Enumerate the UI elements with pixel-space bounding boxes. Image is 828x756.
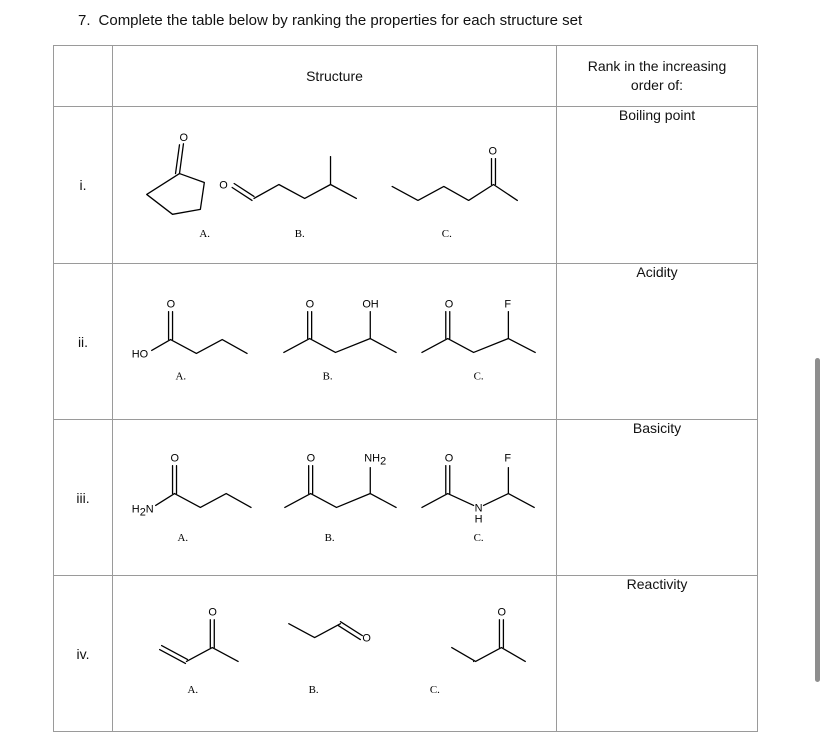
- molecule-butanamide: [132, 453, 251, 519]
- fluorine-atom: F: [504, 298, 512, 311]
- molecule-cyclopentanone: [147, 132, 205, 215]
- question-number: 7.: [78, 12, 91, 29]
- structure-label-b: B.: [308, 684, 319, 697]
- property-cell[interactable]: [557, 420, 758, 576]
- structure-cell: [113, 107, 557, 264]
- molecule-fluoro-ketone: [422, 299, 535, 353]
- oxygen-atom: O: [488, 145, 497, 158]
- structure-label-c: C.: [473, 370, 484, 383]
- structure-set-i: [113, 107, 556, 263]
- structure-cell: [113, 264, 557, 420]
- molecule-butanoic-acid: [132, 299, 247, 361]
- question-text: Complete the table below by ranking the properties for each structure set: [98, 12, 583, 29]
- table-row: [54, 576, 758, 732]
- molecule-hydroxy-ketone: [284, 299, 396, 353]
- property-cell[interactable]: [557, 264, 758, 420]
- oxygen-atom: O: [362, 632, 371, 645]
- structure-cell: [113, 420, 557, 576]
- oxygen-atom: O: [444, 452, 454, 465]
- structure-label-b: B.: [322, 370, 333, 383]
- row-numeral: iv.: [54, 576, 113, 732]
- structure-set-iv: [113, 576, 556, 731]
- molecule-fluoro-amide: [422, 453, 534, 526]
- table-row: [54, 420, 758, 576]
- rank-header: [557, 46, 758, 107]
- structure-label-a: A.: [177, 532, 189, 545]
- oxygen-atom: O: [166, 298, 176, 311]
- property-cell[interactable]: [557, 576, 758, 732]
- amine-group: NH2: [364, 452, 387, 468]
- structure-header-label: Structure: [306, 68, 363, 84]
- structure-label-a: A.: [187, 684, 199, 697]
- molecule-amino-ketone: [285, 453, 396, 508]
- structure-label-b: B.: [294, 228, 305, 241]
- row-numeral: i.: [54, 107, 113, 264]
- question-prompt: [78, 12, 582, 29]
- structure-label-c: C.: [429, 684, 440, 697]
- property-label: Reactivity: [626, 576, 688, 592]
- molecule-butanal: [289, 622, 371, 645]
- oxygen-atom: O: [170, 452, 180, 465]
- oxygen-atom: O: [497, 606, 506, 619]
- structure-set-ii: [113, 264, 556, 419]
- nitrogen-atom: N: [474, 502, 483, 515]
- table-header-row: [54, 46, 758, 107]
- molecule-butanone: [452, 607, 526, 662]
- hydrogen-atom: H: [474, 513, 483, 526]
- row-numeral: iii.: [54, 420, 113, 576]
- structure-label-c: C.: [473, 532, 484, 545]
- property-label: Acidity: [636, 264, 678, 280]
- table-row: [54, 107, 758, 264]
- rank-header-line2: order of:: [630, 77, 684, 93]
- rank-header-line1: Rank in the increasing: [587, 58, 727, 74]
- row-numeral: ii.: [54, 264, 113, 420]
- numeral-header-cell: [54, 46, 113, 107]
- table-row: [54, 264, 758, 420]
- amine-group: H2N: [131, 503, 154, 519]
- structure-label-b: B.: [324, 532, 335, 545]
- property-cell[interactable]: [557, 107, 758, 264]
- structure-set-iii: [113, 420, 556, 575]
- property-label: Boiling point: [618, 107, 696, 123]
- oxygen-atom: O: [305, 298, 315, 311]
- oxygen-atom: O: [306, 452, 316, 465]
- structure-cell: [113, 576, 557, 732]
- structure-label-c: C.: [441, 228, 452, 241]
- ranking-table: [53, 45, 758, 732]
- fluorine-atom: F: [504, 452, 512, 465]
- structure-header: [113, 46, 557, 107]
- structure-label-a: A.: [199, 228, 210, 241]
- structure-label-a: A.: [175, 370, 187, 383]
- molecule-ketone-c: [392, 146, 517, 201]
- hydroxyl-group: HO: [131, 348, 149, 361]
- property-label: Basicity: [632, 420, 682, 436]
- oxygen-atom: O: [444, 298, 454, 311]
- oxygen-atom: O: [208, 606, 217, 619]
- oxygen-atom: O: [219, 179, 228, 192]
- molecule-enone: [160, 607, 238, 664]
- oxygen-atom: O: [179, 131, 188, 144]
- hydroxyl-group: OH: [362, 298, 379, 311]
- molecule-aldehyde-b: [219, 157, 356, 201]
- vertical-scrollbar[interactable]: [815, 358, 820, 682]
